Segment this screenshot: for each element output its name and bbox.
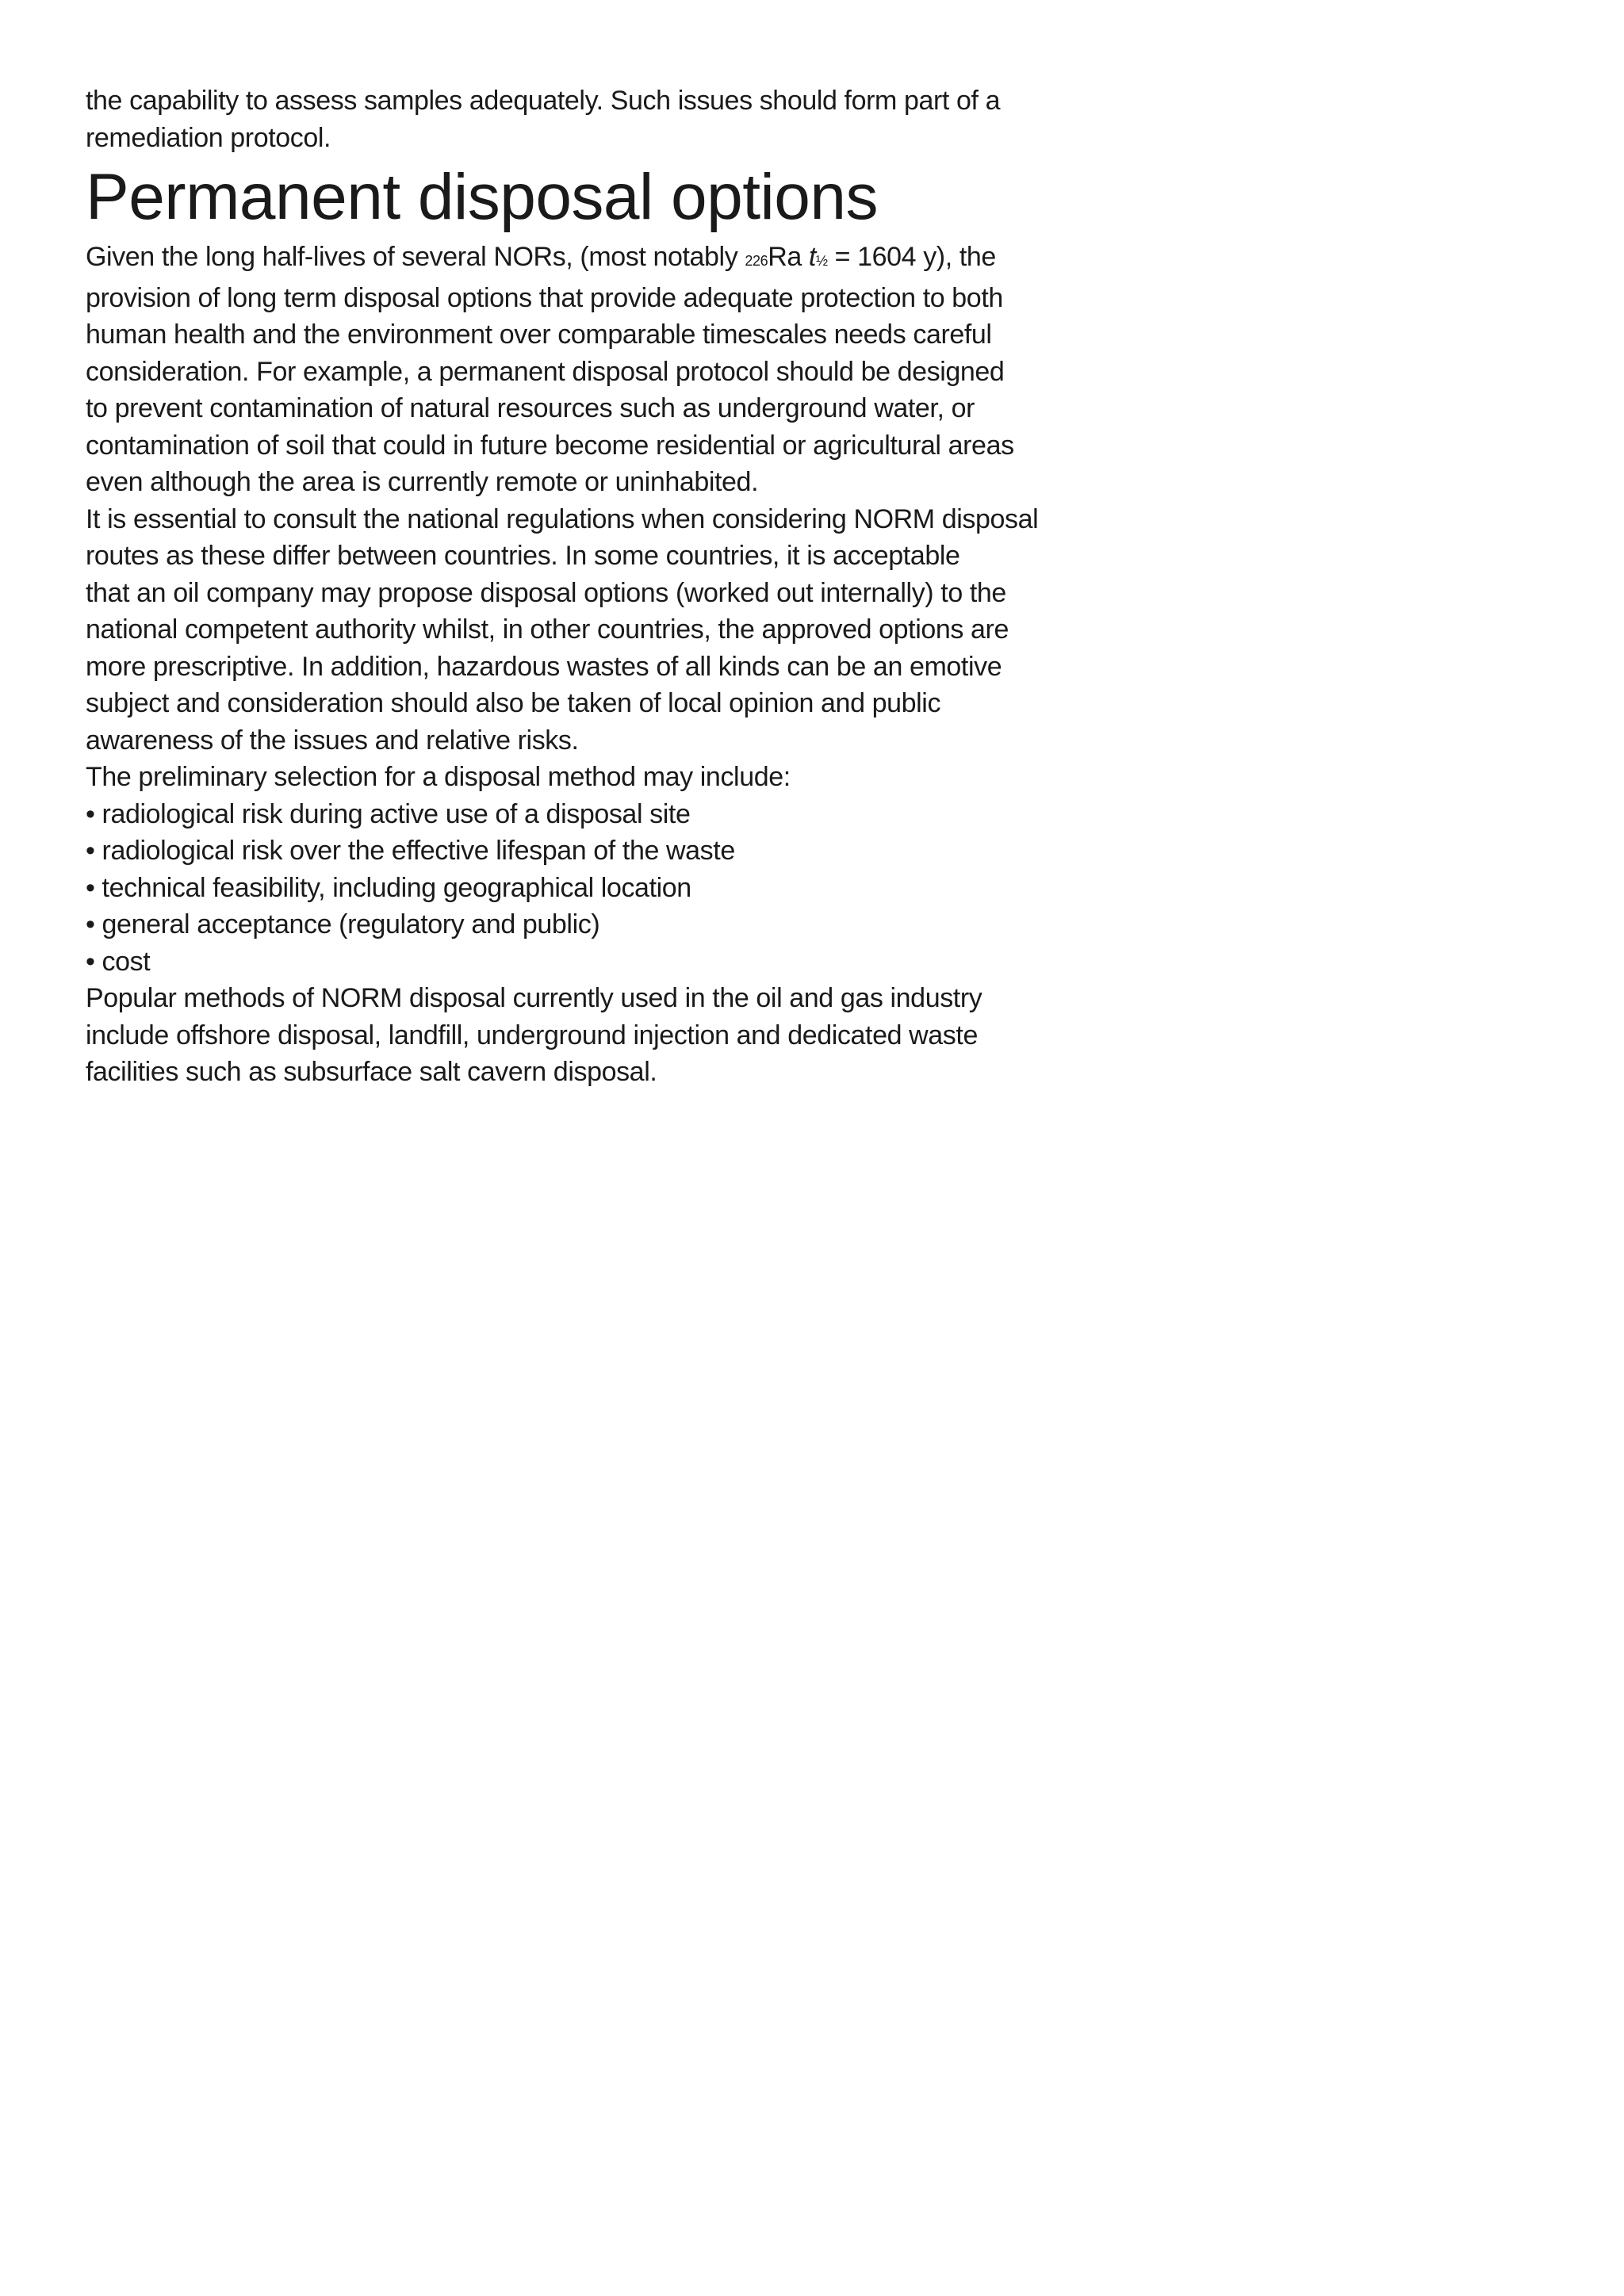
- half-life-symbol: t: [808, 242, 816, 272]
- text-line: include offshore disposal, landfill, underground injection and dedicated waste: [86, 1020, 978, 1050]
- text-line: It is essential to consult the national regulations when considering NORM disposal: [86, 503, 1039, 534]
- text-line: contamination of soil that could in future become residential or agricultural areas: [86, 430, 1014, 461]
- text-line: the capability to assess samples adequately. Such issues should form part of a: [86, 86, 1001, 116]
- text-line: subject and consideration should also be taken of local opinion and public: [86, 688, 941, 718]
- text-line: to prevent contamination of natural resources such as underground water, or: [86, 393, 975, 423]
- disposal-methods-paragraph: [86, 980, 1116, 1091]
- isotope-mass-number: 226: [745, 253, 768, 269]
- text-fragment: = 1604 y), the: [827, 242, 996, 272]
- text-line: human health and the environment over comparable timescales needs careful: [86, 320, 992, 350]
- text-fragment: Given the long half-lives of several NORs, (most notably: [86, 242, 745, 272]
- half-life-subscript: ½: [815, 253, 828, 269]
- bullet-item: • radiological risk during active use of a disposal site: [86, 798, 691, 829]
- text-line: awareness of the issues and relative risks.: [86, 725, 579, 756]
- intro-paragraph: [86, 82, 1116, 156]
- section-heading: Permanent disposal options: [86, 161, 878, 233]
- bullet-item: • cost: [86, 946, 151, 977]
- text-line: Popular methods of NORM disposal currently used in the oil and gas industry: [86, 983, 982, 1013]
- bullet-item: • technical feasibility, including geographical location: [86, 872, 691, 903]
- text-line: national competent authority whilst, in other countries, the approved options are: [86, 614, 1009, 645]
- text-line: facilities such as subsurface salt cavern disposal.: [86, 1057, 657, 1087]
- list-lead: The preliminary selection for a disposal method may include:: [86, 762, 791, 792]
- text-line-with-isotope: [86, 239, 1116, 280]
- text-line: routes as these differ between countries. In some countries, it is acceptable: [86, 541, 960, 571]
- element-symbol: Ra: [768, 242, 809, 272]
- text-line: even although the area is currently remote or uninhabited.: [86, 467, 759, 497]
- text-line: remediation protocol.: [86, 122, 331, 153]
- half-life-paragraph: [86, 239, 1116, 501]
- bullet-item: • general acceptance (regulatory and public): [86, 909, 600, 939]
- selection-criteria: [86, 759, 1116, 980]
- bullet-item: • radiological risk over the effective lifespan of the waste: [86, 836, 735, 866]
- text-line: consideration. For example, a permanent disposal protocol should be designed: [86, 356, 1005, 387]
- text-line: that an oil company may propose disposal options (worked out internally) to the: [86, 577, 1006, 608]
- text-line: provision of long term disposal options that provide adequate protection to both: [86, 282, 1003, 313]
- page-content: [86, 82, 1116, 1091]
- regulations-paragraph: [86, 501, 1116, 760]
- text-line: more prescriptive. In addition, hazardous wastes of all kinds can be an emotive: [86, 651, 1002, 682]
